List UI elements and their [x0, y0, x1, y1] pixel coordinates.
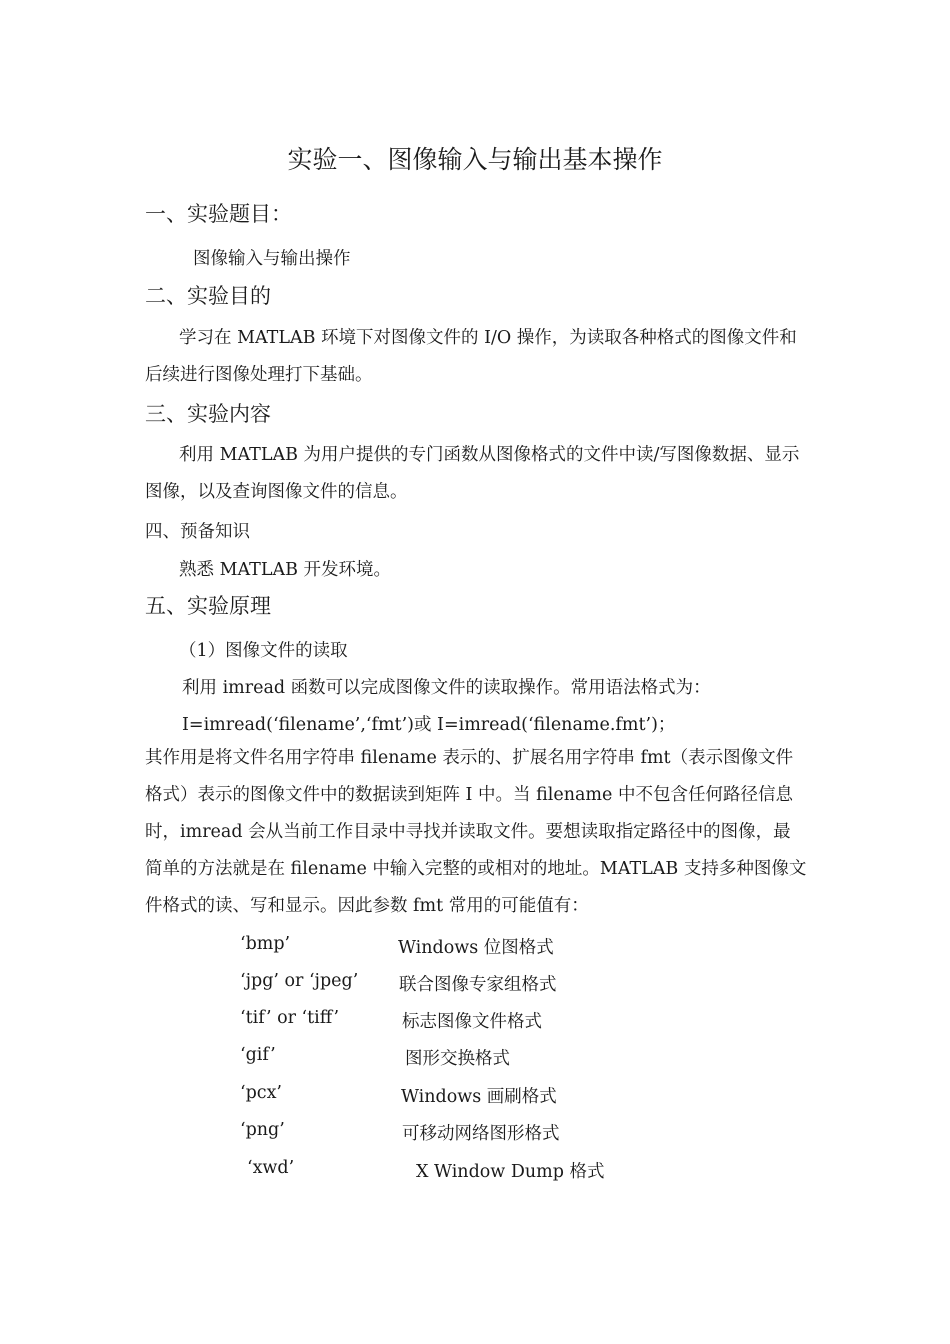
format-name: ‘png’ [240, 1120, 285, 1140]
format-name: ‘tif’ or ‘tiff’ [240, 1008, 340, 1028]
imread-syntax: I=imread(‘filename’,‘fmt’)或 I=imread(‘filename.fmt’)； [182, 715, 676, 735]
format-description: 联合图像专家组格式 [399, 975, 557, 995]
subsection-1-heading: （1）图像文件的读取 [179, 641, 348, 661]
section-5-heading: 五、实验原理 [145, 594, 271, 618]
document-title: 实验一、图像输入与输出基本操作 [287, 145, 663, 174]
section-3-heading: 三、实验内容 [145, 402, 271, 426]
format-description: X Window Dump 格式 [416, 1162, 605, 1182]
format-description: 可移动网络图形格式 [402, 1124, 560, 1144]
section-2-heading: 二、实验目的 [145, 284, 271, 308]
format-name: ‘jpg’ or ‘jpeg’ [240, 971, 359, 991]
imread-explanation: 其作用是将文件名用字符串 filename 表示的、扩展名用字符串 fmt（表示图像文件格式）表示的图像文件中的数据读到矩阵 I 中。当 filename 中不包含任何路径信息时，imread 会从当前工作目录中寻找并读取文件。要想读取指定路径中的图像，最简单的方法就是在 filename 中输入完整的或相对的地址。MATLAB 支持多种图像文件格式的读、写和显示。因此参数 fmt 常用的可能值有： [145, 748, 807, 916]
format-name: ‘pcx’ [240, 1083, 282, 1103]
imread-intro: 利用 imread 函数可以完成图像文件的读取操作。常用语法格式为： [182, 678, 711, 698]
section-1-body: 图像输入与输出操作 [193, 249, 351, 269]
section-1-heading: 一、实验题目： [145, 202, 292, 226]
section-2-body: 学习在 MATLAB 环境下对图像文件的 I/O 操作，为读取各种格式的图像文件和后续进行图像处理打下基础。 [145, 328, 797, 385]
section-3-body: 利用 MATLAB 为用户提供的专门函数从图像格式的文件中读/写图像数据、显示图像，以及查询图像文件的信息。 [145, 445, 800, 502]
format-name: ‘bmp’ [240, 934, 291, 954]
format-description: Windows 画刷格式 [401, 1087, 557, 1107]
section-4-heading: 四、预备知识 [145, 522, 250, 542]
format-description: Windows 位图格式 [398, 938, 554, 958]
format-name: ‘xwd’ [247, 1158, 295, 1178]
format-description: 标志图像文件格式 [402, 1012, 542, 1032]
format-name: ‘gif’ [240, 1045, 276, 1065]
format-description: 图形交换格式 [405, 1049, 510, 1069]
section-4-body: 熟悉 MATLAB 开发环境。 [179, 560, 392, 580]
